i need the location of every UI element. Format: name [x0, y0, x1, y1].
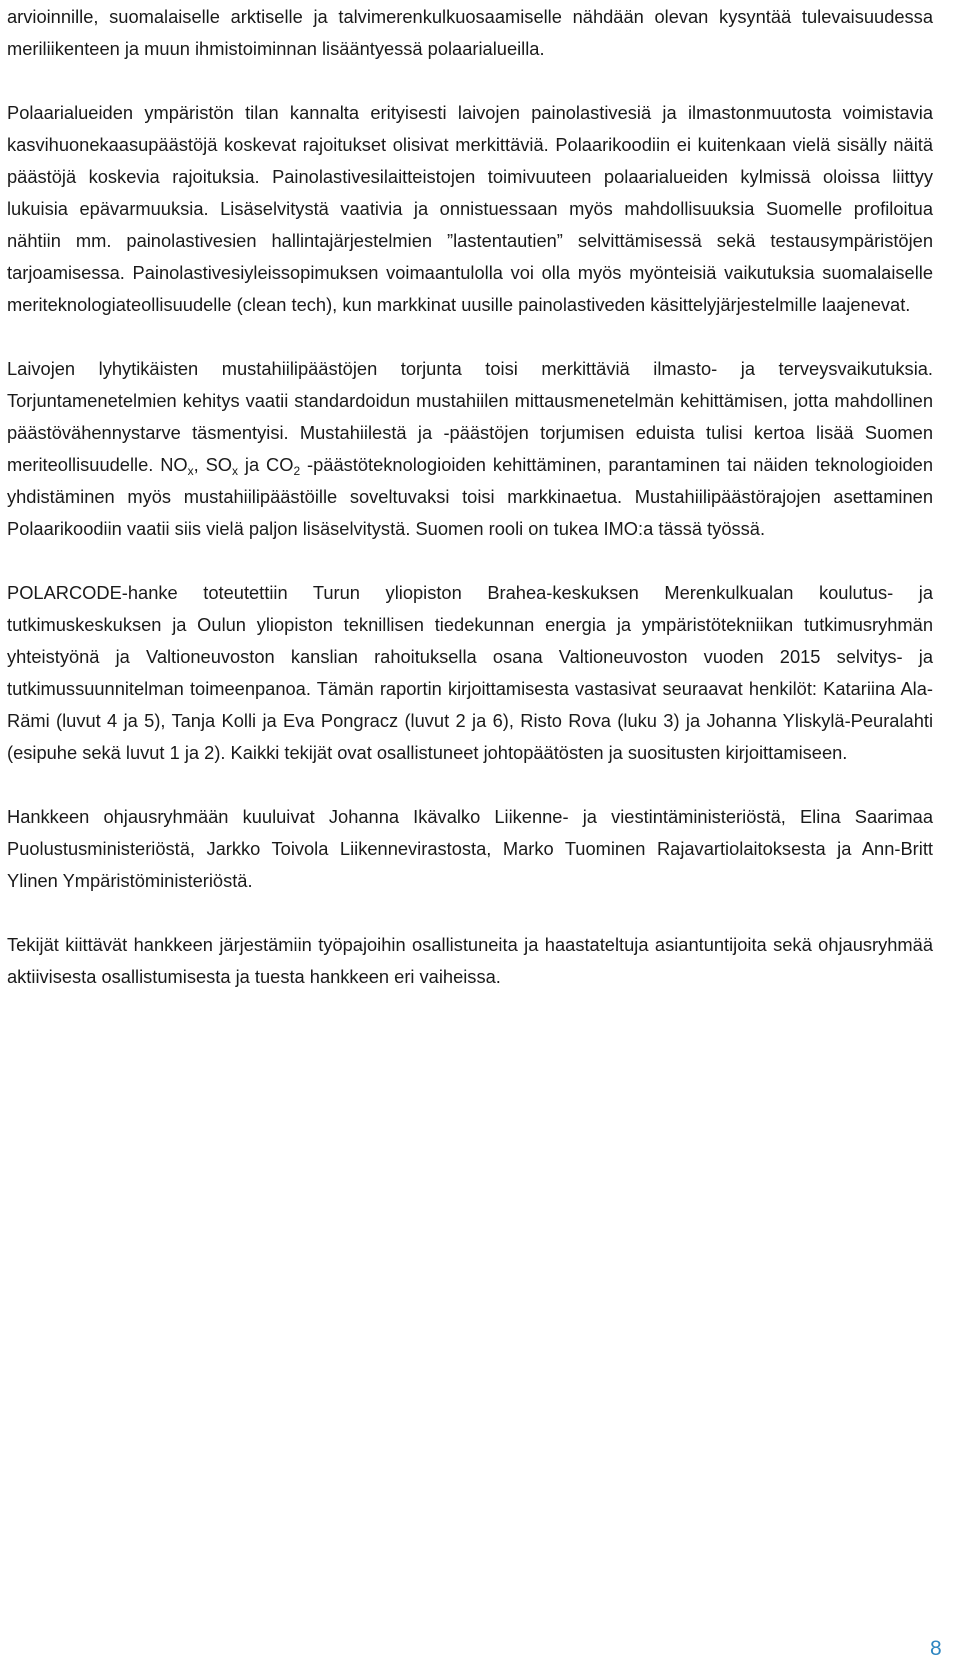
paragraph-project-authors: POLARCODE-hanke toteutettiin Turun yliopiston Brahea-keskuksen Merenkulkualan koulutus- ja tutkimuskeskuksen ja Oulun yliopiston teknillisen tiedekunnan energia ja ympäristötekniikan tutkimusryhmän yhteistyönä ja Valtioneuvoston kanslian rahoituksella osana Valtioneuvoston vuoden 2015 selvitys- ja tutkimussuunnitelman toimeenpanoa. Tämän raportin kirjoittamisesta vastasivat seuraavat henkilöt: Katariina Ala-Rämi (luvut 4 ja 5), Tanja Kolli ja Eva Pongracz (luvut 2 ja 6), Risto Rova (luku 3) ja Johanna Yliskylä-Peuralahti (esipuhe sekä luvut 1 ja 2). Kaikki tekijät ovat osallistuneet johtopäätösten ja suositusten kirjoittamiseen. [7, 582, 933, 763]
paragraph-black-carbon-text-after: -päästöteknologioiden kehittäminen, parantaminen tai näiden teknologioiden yhdistäminen myös mustahiilipäästöille soveltuvaksi toisi markkinaetua. Mustahiilipäästörajojen asettaminen Polaarikoodiin vaatii siis vielä paljon lisäselvitystä. Suomen rooli on tukea IMO:a tässä työssä. [7, 454, 934, 539]
paragraph-ballast-water: Polaarialueiden ympäristön tilan kannalta erityisesti laivojen painolastivesiä ja ilmastonmuutosta voimistavia kasvihuonekaasupäästöjä koskevat rajoitukset olisivat merkittäviä. Polaarikoodiin ei kuitenkaan vielä sisälly näitä päästöjä koskevia rajoituksia. Painolastivesilaitteistojen toimivuuteen polaarialueiden kylmissä oloissa liittyy lukuisia epävarmuuksia. Lisäselvitystä vaativia ja onnistuessaan myös mahdollisuuksia Suomelle profiloitua nähtiin mm. painolastivesien hallintajärjestelmien ”lastentautien” selvittämisessä sekä testausympäristöjen tarjoamisessa. Painolastivesiyleissopimuksen voimaantulolla voi olla myös myönteisiä vaikutuksia suomalaiselle meriteknologiateollisuudelle (clean tech), kun markkinat uusille painolastiveden käsittelyjärjestelmille laajenevat. [7, 102, 933, 315]
paragraph-continuation: arvioinnille, suomalaiselle arktiselle ja talvimerenkulkuosaamiselle nähdään olevan kysyntää tulevaisuudessa meriliikenteen ja muun ihmistoiminnan lisääntyessä polaarialueilla. [7, 6, 933, 59]
co2-formula: $CO_2$ [266, 454, 301, 478]
paragraph-steering-group: Hankkeen ohjausryhmään kuuluivat Johanna Ikävalko Liikenne- ja viestintäministeriöstä, Elina Saarimaa Puolustusministeriöstä, Jarkko Toivola Liikennevirastosta, Marko Tuominen Rajavartiolaitoksesta ja Ann-Britt Ylinen Ympäristöministeriöstä. [7, 806, 933, 891]
paragraph-black-carbon: Laivojen lyhytikäisten mustahiilipäästöjen torjunta toisi merkittäviä ilmasto- ja terveysvaikutuksia. Torjuntamenetelmien kehitys vaatii standardoidun mustahiilen mittausmenetelmän kehittämisen, jotta mahdollinen päästövähennystarve täsmentyisi. Mustahiilestä ja -päästöjen torjumisen eduista tulisi kertoa lisää Suomen meriteollisuudelle. $NO_x$, $SO_x$ ja $CO_2$ -päästöteknologioiden kehittäminen, parantaminen tai näiden teknologioiden yhdistäminen myös mustahiilipäästöille soveltuvaksi toisi markkinaetua. Mustahiilipäästörajojen asettaminen Polaarikoodiin vaatii siis vielä paljon lisäselvitystä. Suomen rooli on tukea IMO:a tässä työssä. [7, 358, 934, 539]
nox-formula: $NO_x$ [160, 454, 194, 478]
paragraph-acknowledgements: Tekijät kiittävät hankkeen järjestämiin työpajoihin osallistuneita ja haastateltuja asiantuntijoita sekä ohjausryhmää aktiivisesta osallistumisesta ja tuesta hankkeen eri vaiheissa. [7, 934, 933, 987]
paragraph-black-carbon-text-before: Laivojen lyhytikäisten mustahiilipäästöjen torjunta toisi merkittäviä ilmasto- ja terveysvaikutuksia. Torjuntamenetelmien kehitys vaatii standardoidun mustahiilen mittausmenetelmän kehittämisen, jotta mahdollinen päästövähennystarve täsmentyisi. Mustahiilestä ja -päästöjen torjumisen eduista tulisi kertoa lisää Suomen meriteollisuudelle. [7, 358, 933, 475]
sox-formula: $SO_x$ [205, 454, 239, 478]
page-body [7, 1, 933, 993]
page-number: 8 [930, 1637, 942, 1660]
